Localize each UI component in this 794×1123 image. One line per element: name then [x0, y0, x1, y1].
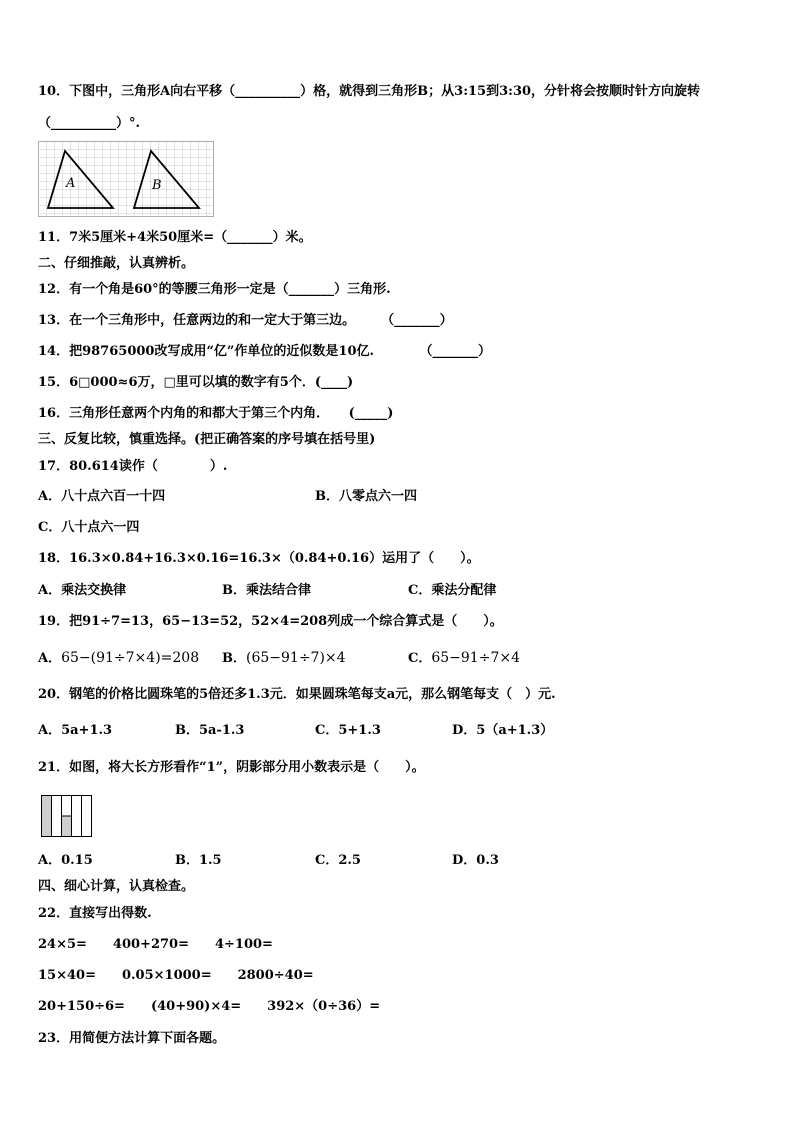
triangle-a-label: A — [66, 176, 76, 191]
triangle-b-label: B — [152, 178, 162, 193]
q20-option-b: B．5a-1.3 — [175, 723, 245, 738]
q19-option-c-label: C． — [408, 651, 432, 666]
section2-heading: 二、仔细推敲，认真辨析。 — [38, 256, 195, 271]
q19-option-c — [408, 650, 520, 667]
q16: 16．三角形任意两个内角的和都大于第三个内角． (_____) — [38, 406, 394, 421]
q17-option-b: B．八零点六一四 — [315, 489, 417, 504]
shaded-half-strip — [62, 816, 72, 837]
q19-option-a — [38, 650, 199, 667]
q19-option-a-expr: 65−(91÷7×4)=208 — [61, 650, 200, 666]
q19-option-c-expr: 65−91÷7×4 — [431, 650, 520, 666]
q19-option-b-expr: (65−91÷7)×4 — [246, 650, 346, 666]
q22-stem: 22．直接写出得数. — [38, 906, 152, 921]
q15: 15．6□000≈6万，□里可以填的数字有5个．(____) — [38, 375, 354, 390]
q10-line2: （__________）°. — [38, 116, 141, 131]
q20-stem: 20．钢笔的价格比圆珠笔的5倍还多1.3元．如果圆珠笔每支a元，那么钢笔每支（ ）元. — [38, 687, 556, 702]
q11: 11．7米5厘米+4米50厘米=（_______）米。 — [38, 230, 312, 245]
q13: 13．在一个三角形中，任意两边的和一定大于第三边。 （_______） — [38, 313, 453, 328]
q20-option-a: A．5a+1.3 — [38, 723, 113, 738]
q18-option-a: A．乘法交换律 — [38, 583, 127, 598]
q19-option-a-label: A． — [38, 651, 62, 666]
section3-heading: 三、反复比较，慎重选择。(把正确答案的序号填在括号里) — [38, 432, 376, 447]
q17-option-c: C．八十点六一四 — [38, 520, 140, 535]
q19-option-b-label: B． — [222, 651, 246, 666]
shaded-strip — [42, 796, 52, 837]
q21-option-a: A．0.15 — [38, 853, 93, 868]
q21-option-c: C．2.5 — [315, 853, 361, 868]
grid-figure — [38, 141, 214, 217]
q20-option-d: D．5（a+1.3） — [452, 723, 554, 738]
q20-option-c: C．5+1.3 — [315, 723, 381, 738]
q21-option-b: B．1.5 — [175, 853, 222, 868]
q18-stem: 18．16.3×0.84+16.3×0.16=16.3×（0.84+0.16）运用了（ ）。 — [38, 551, 480, 566]
q18-option-b: B．乘法结合律 — [222, 583, 311, 598]
q10-line1: 10．下图中，三角形A向右平移（__________）格，就得到三角形B；从3:15到3:30，分针将会按顺时针方向旋转 — [38, 84, 701, 99]
q22-row1: 24×5= 400+270= 4÷100= — [38, 937, 273, 952]
q23: 23．用简便方法计算下面各题。 — [38, 1031, 226, 1046]
q19-stem: 19．把91÷7=13，65−13=52，52×4=208列成一个综合算式是（ ）。 — [38, 614, 503, 629]
rectangle-figure — [41, 795, 93, 837]
q17-stem: 17．80.614读作（ ）. — [38, 459, 228, 474]
q17-option-a: A．八十点六百一十四 — [38, 489, 166, 504]
q14: 14．把98765000改写成用“亿”作单位的近似数是10亿. （_______） — [38, 344, 492, 359]
q21-stem: 21．如图，将大长方形看作“1”，阴影部分用小数表示是（ ）。 — [38, 760, 425, 775]
q22-row3: 20+150÷6= (40+90)×4= 392×（0÷36）= — [38, 999, 381, 1014]
q18-option-c: C．乘法分配律 — [408, 583, 497, 598]
q22-row2: 15×40= 0.05×1000= 2800÷40= — [38, 968, 314, 983]
section4-heading: 四、细心计算，认真检查。 — [38, 879, 195, 894]
q21-option-d: D．0.3 — [452, 853, 499, 868]
q19-option-b — [222, 650, 346, 667]
q12: 12．有一个角是60°的等腰三角形一定是（_______）三角形. — [38, 282, 391, 297]
